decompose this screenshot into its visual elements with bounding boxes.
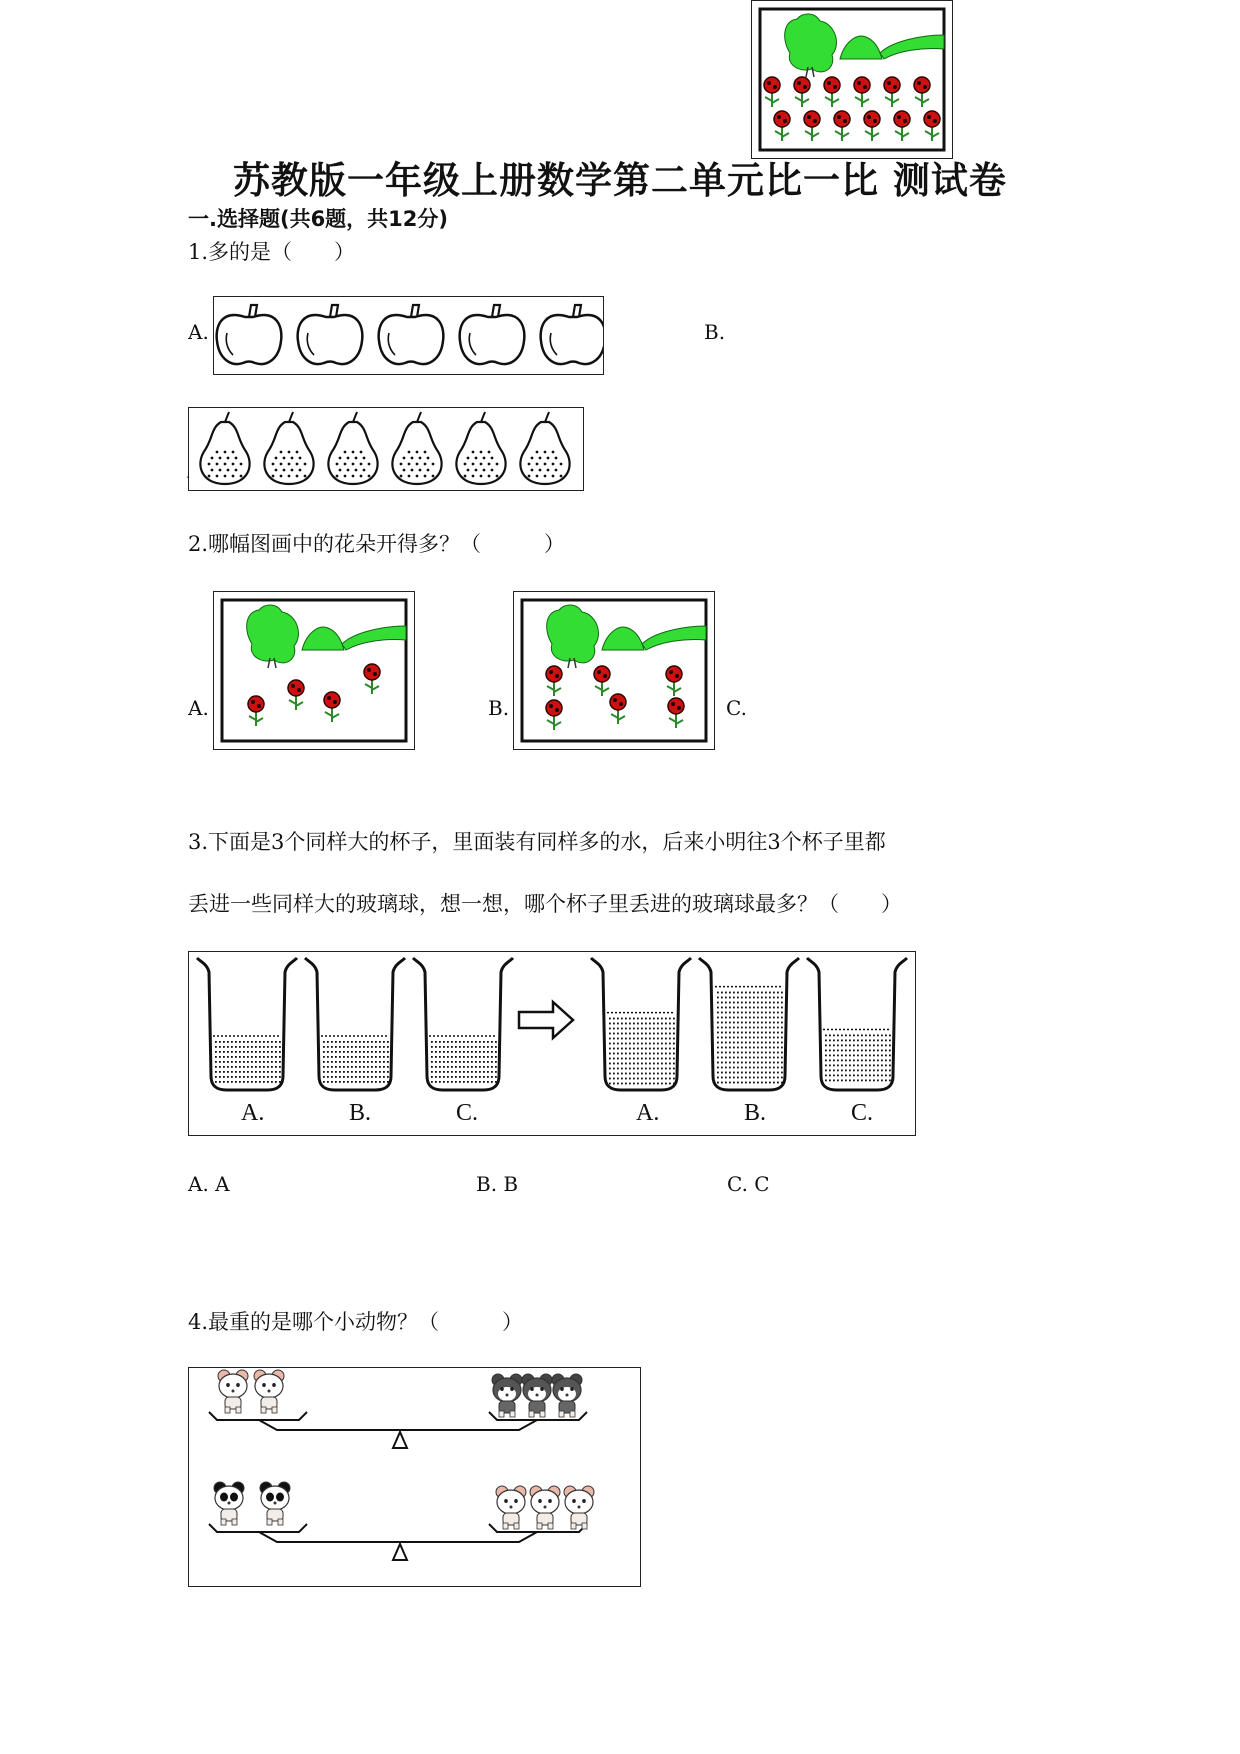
flower-icon xyxy=(894,111,910,141)
flower-icon xyxy=(668,698,684,728)
dog-icon xyxy=(496,1486,526,1529)
flower-icon xyxy=(594,666,610,696)
flower-icon xyxy=(764,77,780,107)
q3-option-b: B. B xyxy=(476,1172,519,1196)
flower-icon xyxy=(884,77,900,107)
cup-icon xyxy=(699,958,799,1090)
pear-icon xyxy=(264,412,313,484)
panda-icon xyxy=(214,1482,244,1525)
q3-option-c: C. C xyxy=(727,1172,770,1196)
flower-picture-b xyxy=(513,591,715,750)
flower-picture-c xyxy=(751,0,953,159)
question-3-text-line1: 3.下面是3个同样大的杯子，里面装有同样多的水，后来小明往3个杯子里都 xyxy=(188,830,886,854)
cup-label-before-b: B. xyxy=(349,1100,372,1126)
apple-icon xyxy=(217,305,282,364)
pear-icon xyxy=(520,412,569,484)
cat-icon xyxy=(522,1374,552,1417)
cups-drawing xyxy=(189,952,915,1135)
tree-icon xyxy=(785,14,944,77)
tree-icon xyxy=(547,605,706,668)
flower-icon xyxy=(824,77,840,107)
pears-drawing xyxy=(189,408,583,490)
question-4-text: 4.最重的是哪个小动物？（ ） xyxy=(188,1310,524,1334)
pears-picture xyxy=(188,407,584,491)
q2-option-a-label: A. xyxy=(188,696,209,720)
dog-icon xyxy=(254,1370,284,1413)
flower-drawing-c xyxy=(752,1,952,158)
question-2-text: 2.哪幅图画中的花朵开得多？（ ） xyxy=(188,532,566,556)
balance-drawing xyxy=(189,1368,640,1586)
flower-icon xyxy=(804,111,820,141)
flower-drawing-b xyxy=(514,592,714,749)
q1-option-b-marker: . xyxy=(186,466,191,482)
arrow-right-icon xyxy=(519,1002,573,1038)
cup-label-before-a: A. xyxy=(241,1100,265,1126)
balance-scale-icon xyxy=(209,1412,587,1448)
cup-icon xyxy=(197,958,297,1090)
flower-icon xyxy=(794,77,810,107)
cat-icon xyxy=(552,1374,582,1417)
flower-icon xyxy=(364,664,380,694)
flower-icon xyxy=(854,77,870,107)
q2-option-c-label: C. xyxy=(726,696,747,720)
flower-icon xyxy=(546,700,562,730)
dog-icon xyxy=(530,1486,560,1529)
apple-icon xyxy=(541,305,603,364)
section-heading: 一.选择题(共6题，共12分) xyxy=(188,207,449,231)
pear-icon xyxy=(392,412,441,484)
cup-icon xyxy=(413,958,513,1090)
apple-icon xyxy=(379,305,444,364)
pear-icon xyxy=(200,412,249,484)
flower-icon xyxy=(774,111,790,141)
question-3-text-line2: 丢进一些同样大的玻璃球，想一想，哪个杯子里丢进的玻璃球最多？（ ） xyxy=(188,892,902,916)
flower-icon xyxy=(864,111,880,141)
q3-option-a: A. A xyxy=(188,1172,230,1196)
balance-scale-icon xyxy=(209,1524,587,1560)
flower-icon xyxy=(914,77,930,107)
cup-label-after-a: A. xyxy=(636,1100,660,1126)
flower-icon xyxy=(666,666,682,696)
flower-icon xyxy=(546,666,562,696)
cat-icon xyxy=(492,1374,522,1417)
pear-icon xyxy=(328,412,377,484)
cup-label-after-b: B. xyxy=(744,1100,767,1126)
q2-option-b-label: B. xyxy=(488,696,510,720)
q1-option-b-label: B. xyxy=(704,320,726,344)
q1-option-a-label: A. xyxy=(188,320,209,344)
cup-icon xyxy=(591,958,691,1090)
panda-icon xyxy=(260,1482,290,1525)
flower-icon xyxy=(924,111,940,141)
cup-icon xyxy=(807,958,907,1090)
cup-label-after-c: C. xyxy=(851,1100,874,1126)
dog-icon xyxy=(218,1370,248,1413)
apples-picture xyxy=(213,296,604,375)
flower-icon xyxy=(610,694,626,724)
apple-icon xyxy=(460,305,525,364)
apples-drawing xyxy=(214,297,603,374)
dog-icon xyxy=(564,1486,594,1529)
cup-label-before-c: C. xyxy=(456,1100,479,1126)
balance-picture xyxy=(188,1367,641,1587)
cup-icon xyxy=(305,958,405,1090)
question-1-text: 1.多的是（ ） xyxy=(188,240,356,264)
cups-picture xyxy=(188,951,916,1136)
page-title: 苏教版一年级上册数学第二单元比一比 测试卷 xyxy=(233,159,1007,202)
tree-icon xyxy=(247,605,406,668)
flower-icon xyxy=(248,696,264,726)
apple-icon xyxy=(298,305,363,364)
flower-drawing-a xyxy=(214,592,414,749)
flower-icon xyxy=(834,111,850,141)
pear-icon xyxy=(456,412,505,484)
flower-picture-a xyxy=(213,591,415,750)
flower-icon xyxy=(324,692,340,722)
flower-icon xyxy=(288,680,304,710)
